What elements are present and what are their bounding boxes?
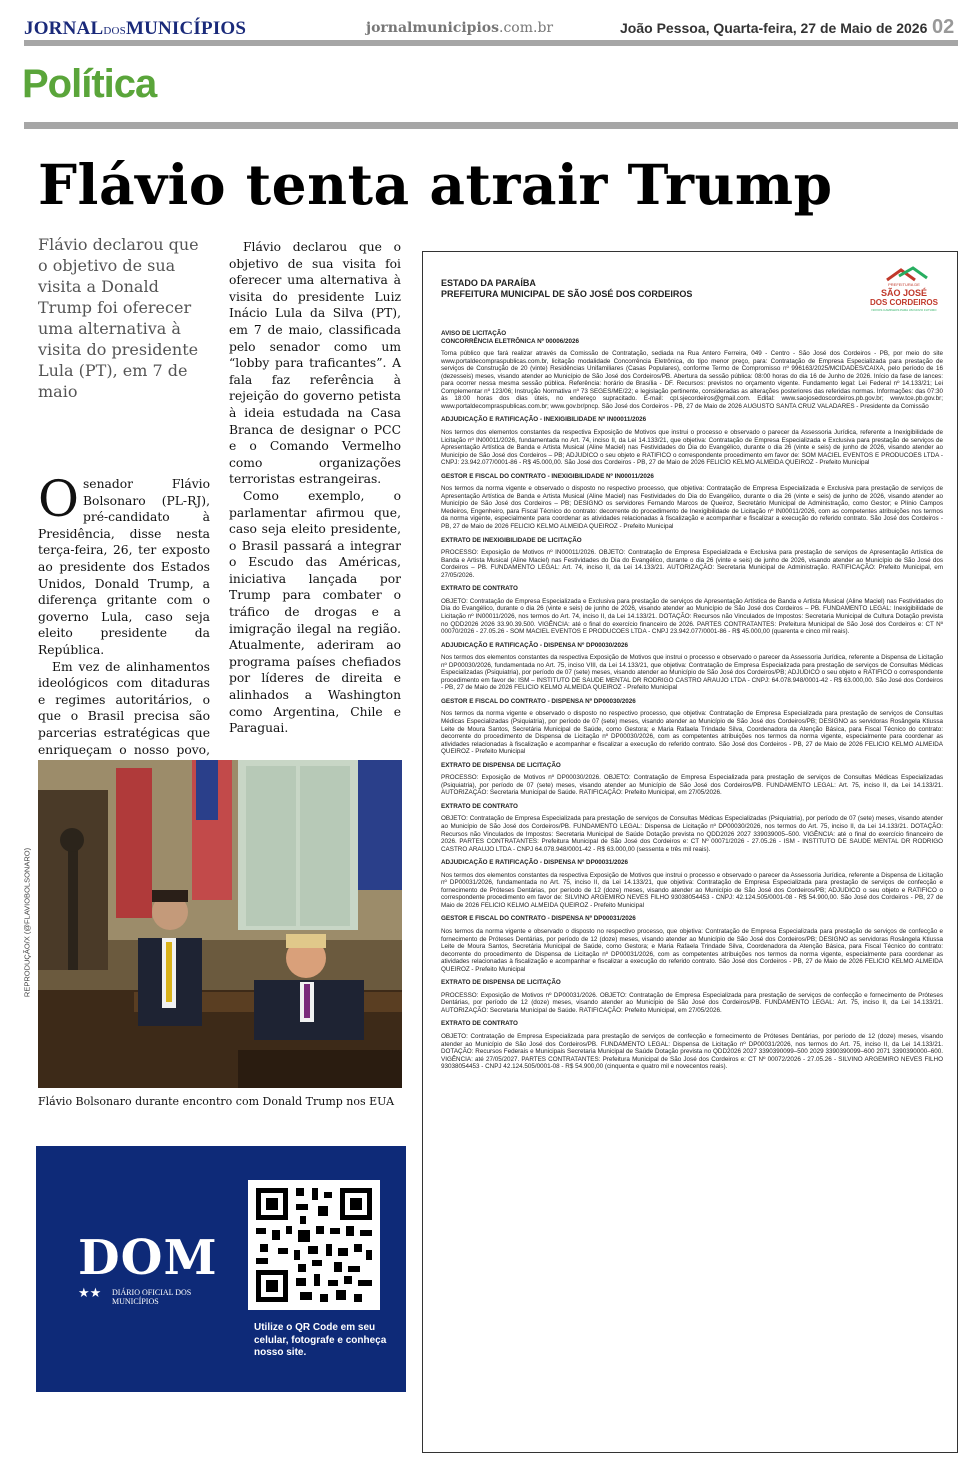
site-url: jornalmunicipios.com.br xyxy=(366,20,554,36)
notice-section-text: Nos termos da norma vigente e observado o disposto no respectivo processo, que objetiva: Contratação de Empresa Especializada para prestação de serviços de confecção e fornecimento de Próteses Dentárias, por período de 12 (doze) meses, visando atender ao Município de São José dos Cordeiros/PB; DESIGNO as servidoras Rosângela Ktiussa Leite de Moura Santos, Secretária Municipal de Saúde, como Gestora; e Maria Rafaela Trindade Silva, Coordenadora da Atenção Básica, para Fiscal Técnico do contrato: decorrente do procedimento de Dispensa de Licitação nº DP00031/2026, com as competentes atribuições nos termos da norma vigente, especialmente para coordenar as atividades relacionadas à fiscalização e acompanhar e fiscalizar a execução do referido contrato. São José dos Cordeiros - PB, 27 de Maio de 2026 FELICIO KELMO ALMEIDA QUEIROZ - Prefeito Municipal xyxy=(441,928,943,973)
notice-section-title: GESTOR E FISCAL DO CONTRATO - DISPENSA Nº DP00031/2026 xyxy=(441,915,636,923)
qr-instructions: Utilize o QR Code em seu celular, fotografe e conheça nosso site. xyxy=(254,1322,387,1358)
notice-section-title: ADJUDICAÇÃO E RATIFICAÇÃO - DISPENSA Nº DP00030/2026 xyxy=(441,641,629,649)
dom-subtitle: DIÁRIO OFICIAL DOS MUNICÍPIOS xyxy=(112,1288,192,1306)
legal-notice-box xyxy=(422,251,958,1453)
article-photo xyxy=(38,760,402,1088)
notice-section-text: Nos termos dos elementos constantes da respectiva Exposição de Motivos que instrui o processo e observado o parecer da Assessoria Jurídica, referente a Inexigibilidade de Licitação nº IN00011/2026, fundamentada no Art. 74, inciso II, da Lei 14.133/21, que objetiva: Contratação de Empresa Especializada e Exclusiva para prestação de serviços de Apresentação Artística de Banda e Artista Musical (Aline Maciel) nas Festividades do Dia do Evangélico, durante o dia 26 (vinte e seis) de junho de 2026, visando atender ao Município de São José dos Cordeiros – PB; ADJUDICO o seu objeto e RATIFICO o correspondente procedimento em favor de: SOM MACIEL EVENTOS E PRODUCOES LTDA - CNPJ: 23.942.077/0001-86 - R$ 45.000,00. São José dos Cordeiros - PB, 27 de Maio de 2026 FELICIO KELMO ALMEIDA QUEIROZ - Prefeito Municipal xyxy=(441,429,943,467)
municipality-logo xyxy=(869,266,939,318)
notice-section-title: GESTOR E FISCAL DO CONTRATO - DISPENSA Nº DP00030/2026 xyxy=(441,697,636,705)
photo-caption: Flávio Bolsonaro durante encontro com Donald Trump nos EUA xyxy=(38,1095,395,1108)
notice-section-title: AVISO DE LICITAÇÃO xyxy=(441,330,507,337)
notice-section-text: Nos termos dos elementos constantes da respectiva Exposição de Motivos que instrui o processo e observado o parecer da Assessoria Jurídica, referente a Dispensa de Licitação nº DP00030/2026, fundamentada no Art. 75, inciso VIII, da Lei 14.133/21, que objetiva: Contratação de Empresa Especializada para prestação de serviços de Consultas Médicas Especializadas (Psiquiatria), por período de 07 (sete) meses, visando atender ao Município de São José dos Cordeiros/PB; ADJUDICO o seu objeto e RATIFICO o correspondente procedimento em favor de: ISM – INSTITUTO DE SAUDE MENTAL DR RODRIGO CASTRO ARAUJO LTDA - CNPJ: 64.078.948/0001-42 - R$ 63.000,00. São José dos Cordeiros - PB, 27 de Maio de 2026 FELICIO KELMO ALMEIDA QUEIROZ - Prefeito Municipal xyxy=(441,654,943,692)
section-rule xyxy=(24,122,958,129)
dateline: João Pessoa, Quarta-feira, 27 de Maio de 2026 xyxy=(620,20,928,36)
masthead: JORNALDOSMUNICÍPIOS xyxy=(24,18,247,39)
notice-section-title: EXTRATO DE CONTRATO xyxy=(441,1020,518,1028)
headline: Flávio tenta atrair Trump xyxy=(38,152,833,217)
paragraph-4: Como exemplo, o parlamentar afirmou que, caso seja eleito presidente, o Brasil passará a integrar o Escudo das Américas, iniciativa lançada por Trump para combater o tráfico de drogas e a imigração ilegal na região. Atualmente, aderiram ao programa países chefiados por líderes de direita e alinhados a Washington como Argentina, Chile e Paraguai. xyxy=(229,488,401,736)
notice-header: ESTADO DA PARAÍBA PREFEITURA MUNICIPAL DE SÃO JOSÉ DOS CORDEIROS xyxy=(441,278,693,299)
notice-section-text: PROCESSO: Exposição de Motivos nº DP00031/2026. OBJETO: Contratação de Empresa Especializada para prestação de serviços de confecção e fornecimento de Próteses Dentárias, por período de 12 (doze) meses, visando atender ao Município de São José dos Cordeiros/PB. FUNDAMENTO LEGAL: Art. 75, inciso II, da Lei 14.133/21. AUTORIZAÇÃO: Secretaria Municipal de Saúde. RATIFICAÇÃO: Prefeito Municipal, em 27/05/2026. xyxy=(441,991,943,1014)
notice-section-title: EXTRATO DE CONTRATO xyxy=(441,585,518,593)
notice-section-text: OBJETO: Contratação de Empresa Especializada para prestação de serviços de Consultas Médicas Especializadas (Psiquiatria), por período de 07 (sete) meses, visando atender ao Município de São José dos Cordeiros/PB. FUNDAMENTO LEGAL: Dispensa de Licitação nº DP00030/2026, nos termos do Art. 75, inciso II, da Lei 14.133/21. DOTAÇÃO: Recursos não Vinculados de Impostos: Secretaria Municipal de Saúde Dotação prevista no QDD2026 2027 339039005–500. VIGÊNCIA: até o final do exercício financeiro de 2026. PARTES CONTRATANTES: Prefeitura Municipal de São José dos Cordeiros e: CT Nº 00071/2026 - 27.05.26 - ISM - INSTITUTO DE SAUDE MENTAL DR RODRIGO CASTRO ARAUJO LTDA - CNPJ 64.078.948/0001-42 - R$ 63.000,00 (sessenta e três mil reais). xyxy=(441,815,943,853)
dom-logo: DOM xyxy=(78,1230,218,1286)
lede: Flávio declarou que o objetivo de sua visita a Donald Trump foi oferecer uma alternativa à visita do presidente Lula (PT), em 7 de maio xyxy=(38,235,199,401)
qr-code-icon[interactable] xyxy=(248,1180,380,1310)
notice-section-title: EXTRATO DE INEXIGIBILIDADE DE LICITAÇÃO xyxy=(441,536,582,544)
notice-body xyxy=(441,330,943,1077)
star-icon: ★★ xyxy=(78,1286,102,1301)
notice-section-text: PROCESSO: Exposição de Motivos nº IN00011/2026. OBJETO: Contratação de Empresa Especializada e Exclusiva para prestação de serviços de Apresentação Artística de Banda e Artista Musical (Aline Maciel) nas Festividades do Dia do Evangélico, durante o dia 26 (vinte e seis) de junho de 2026, visando atender ao Município de São José dos Cordeiros – PB. FUNDAMENTO LEGAL: Art. 74, inciso II, da Lei 14.133/21. AUTORIZAÇÃO: Secretaria Municipal de Administração. RATIFICAÇÃO: Prefeito Municipal, em 27/05/2026. xyxy=(441,549,943,579)
article-column-1 xyxy=(38,470,210,809)
notice-section-title: GESTOR E FISCAL DO CONTRATO - INEXIGIBILIDADE Nº IN00011/2026 xyxy=(441,472,654,480)
notice-section-title: ADJUDICAÇÃO E RATIFICAÇÃO - DISPENSA Nº DP00031/2026 xyxy=(441,859,629,867)
notice-section-text: OBJETO: Contratação de Empresa Especializada para prestação de serviços de confecção e fornecimento de Próteses Dentárias, por período de 12 (doze) meses, visando atender ao Município de São José dos Cordeiros/PB. FUNDAMENTO LEGAL: Dispensa de Licitação nº DP00031/2026, nos termos do Art. 75, inciso II, da Lei 14.133/21. DOTAÇÃO: Recursos Federais e Municipais Secretaria Municipal de Saúde Dotação prevista no QDD2026 2027 3390390099–500 2029 3390390099–600 2071 3390390000–600. VIGÊNCIA: até 27/05/2027. PARTES CONTRATANTES: Prefeitura Municipal de São José dos Cordeiros e: CT Nº 00072/2026 - 27.05.26 - SILVINO ARGEMIRO NEVES FILHO 93038054453 - CNPJ 42.124.505/0001-08 - R$ 54.900,00 (cinquenta e quatro mil e novecentos reais). xyxy=(441,1033,943,1071)
paragraph-3: Flávio declarou que o objetivo de sua visita foi oferecer uma alternativa à visita do presidente Luiz Inácio Lula da Silva (PT), em 7 de maio, classificada pelo senador como um “lobby para traficantes”. A fala faz referência à rejeição do governo petista à ideia estudada na Casa Branca de designar o PCC e o Comando Vermelho como organizações terroristas estrangeiras. xyxy=(229,240,401,487)
svg-text:PREFEITURA DE: PREFEITURA DE xyxy=(888,282,920,287)
article-column-2 xyxy=(229,239,401,737)
notice-section-title: EXTRATO DE DISPENSA DE LICITAÇÃO xyxy=(441,979,561,987)
notice-section-text: PROCESSO: Exposição de Motivos nº DP00030/2026. OBJETO: Contratação de Empresa Especializada para prestação de serviços de Consultas Médicas Especializadas (Psiquiatria), por período de 07 (sete) meses, visando atender ao Município de São José dos Cordeiros/PB. FUNDAMENTO LEGAL: Art. 75, inciso II, da Lei 14.133/21. AUTORIZAÇÃO: Secretaria Municipal de Saúde. RATIFICAÇÃO: Prefeito Municipal, em 27/05/2026. xyxy=(441,774,943,797)
notice-section-text: Torna público que fará realizar através da Comissão de Contratação, sediada na Rua Antero Ferreira, 049 - Centro - São José dos Cordeiros - PB, por meio do site www.portaldecompraspublicas.com.br, licitação modalidade Concorrência Eletrônica, do tipo menor preço, para: Contratação de Empresa Especializada para prestação de serviços de Construção de 20 (vinte) Residências Unifamiliares (Casas Populares), conforme Termo de Compromisso nº 996163/2025/MCIDADES/CAIXA, pelo período de 16 (dezesseis) meses, visando atender ao Município de São José dos Cordeiros/PB. Abertura da sessão pública: 08:00 horas do dia 16 de Junho de 2026. Início da fase de lances: para ocorrer nessa mesma sessão pública. Referência: horário de Brasília - DF. Recursos: previstos no orçamento vigente. Fundamento legal: Lei Federal nº 14.133/21; Lei Complementar nº 123/06; Instrução Normativa nº 73 SEGES/ME/22; e legislação pertinente, consideradas as alterações posteriores das referidas normas. Informações: das 07:30 às 18:00 horas dos dias úteis, no endereço supracitado. E-mail: cpl.sjecordeiros@gmail.com. Edital: www.saojosedoscordeiros.pb.gov.br; www.tce.pb.gov.br; www.portaldecompraspublicas.com.br; www.gov.br/pncp. São José dos Cordeiros - PB, 27 de Maio de 2026 AUGUSTO SANTA CRUZ VALADARES - Presidente da Comissão xyxy=(441,350,943,410)
notice-section-title: ADJUDICAÇÃO E RATIFICAÇÃO - INEXIGIBILIDADE Nº IN00011/2026 xyxy=(441,416,647,424)
notice-section-title: EXTRATO DE DISPENSA DE LICITAÇÃO xyxy=(441,761,561,769)
notice-section-title: EXTRATO DE CONTRATO xyxy=(441,802,518,810)
page-number: 02 xyxy=(932,16,955,38)
paragraph-2: Em vez de alinhamentos ideológicos com ditaduras e regimes autoritários, o que o Brasil precisa são parcerias estratégicas que enriqueçam o nosso povo, xyxy=(38,659,210,757)
dom-advertisement[interactable] xyxy=(36,1146,406,1392)
notice-section-text: Nos termos da norma vigente e observado o disposto no respectivo processo, que objetiva: Contratação de Empresa Especializada e Exclusiva para prestação de serviços de Apresentação Artística de Banda e Artista Musical (Aline Maciel) nas Festividades do Dia do Evangélico, durante o dia 26 (vinte e seis) de junho de 2026, visando atender ao Município de São José dos Cordeiros – PB; DESIGNO os servidores Fernando Marcos de Queiroz, Secretário Municipal de Administração, como Gestor; e Plínio Campos Medeiros, Engenheiro, para Fiscal Técnico do contrato: decorrente do procedimento de Inexigibilidade de Licitação nº IN00011/2026, com as competentes atribuições nos termos da norma vigente, especialmente para coordenar as atividades relacionadas à fiscalização e acompanhar e fiscalizar a execução do referido contrato. São José dos Cordeiros - PB, 27 de Maio de 2026 FELICIO KELMO ALMEIDA QUEIROZ - Prefeito Municipal xyxy=(441,485,943,531)
roof-icon xyxy=(869,266,939,318)
notice-section-text: Nos termos da norma vigente e observado o disposto no respectivo processo, que objetiva: Contratação de Empresa Especializada para prestação de serviços de Consultas Médicas Especializadas (Psiquiatria), por período de 07 (sete) meses, visando atender ao Município de São José dos Cordeiros/PB; DESIGNO as servidoras Rosângela Ktiussa Leite de Moura Santos, Secretária Municipal de Saúde, como Gestora; e Maria Rafaela Trindade Silva, Coordenadora da Atenção Básica, para Fiscal Técnico do contrato: decorrente do procedimento de Dispensa de Licitação nº DP00030/2026, com as competentes atribuições nos termos da norma vigente, especialmente para coordenar as atividades relacionadas à fiscalização e acompanhar e fiscalizar a execução do referido contrato. São José dos Cordeiros - PB, 27 de Maio de 2026 FELICIO KELMO ALMEIDA QUEIROZ - Prefeito Municipal xyxy=(441,710,943,756)
paragraph-1: Osenador Flávio Bolsonaro (PL-RJ), pré-candidato à Presidência, disse nesta terça-feira, 26, ter exposto ao presidente dos Estados Unidos, Donald Trump, a diferença gritante com o governo Lula, caso seja eleito presidente da República. xyxy=(38,470,210,657)
svg-text:NOVOS CAMINHOS PARA UM NOVO FU: NOVOS CAMINHOS PARA UM NOVO FUTURO xyxy=(871,308,937,312)
section-title: Política xyxy=(22,62,157,106)
photo-illustration xyxy=(38,760,402,1088)
photo-credit: REPRODUÇÃO/X (@FLAVIOBOLSONARO) xyxy=(22,847,32,998)
notice-section-text: Nos termos dos elementos constantes da respectiva Exposição de Motivos que instrui o processo e observado o parecer da Assessoria Jurídica, referente a Dispensa de Licitação nº DP00031/2026, fundamentada no Art. 75, inciso II, da Lei 14.133/21, que objetiva: Contratação de Empresa Especializada para prestação de serviços de confecção e fornecimento de Próteses Dentárias, por período de 12 (doze) meses, visando atender ao Município de São José dos Cordeiros/PB; ADJUDICO o seu objeto e RATIFICO o correspondente procedimento em favor de: SILVINO ARGEMIRO NEVES FILHO 93038054453 - CNPJ: 42.124.505/0001-08 - R$ 54.900,00. São José dos Cordeiros - PB, 27 de Maio de 2026 FELICIO KELMO ALMEIDA QUEIROZ - Prefeito Municipal xyxy=(441,871,943,909)
svg-text:SÃO JOSÉ: SÃO JOSÉ xyxy=(880,288,928,298)
notice-section-text: OBJETO: Contratação de Empresa Especializada e Exclusiva para prestação de serviços de Apresentação Artística de Banda e Artista Musical (Aline Maciel) nas Festividades do Dia do Evangélico, durante o dia 26 (vinte e seis) de junho de 2026, visando atender ao Município de São José dos Cordeiros – PB. FUNDAMENTO LEGAL: Inexigibilidade de Licitação nº IN00011/2026, nos termos do Art. 74, inciso II, da Lei 14.133/21. DOTAÇÃO: Recursos não Vinculados de Impostos: Secretaria Municipal de Cultura Dotação prevista no QDD2026 2026 33.90.39.500. VIGÊNCIA: até o final do exercício financeiro de 2026. PARTES CONTRATANTES: Prefeitura Municipal de São José dos Cordeiros e: CT Nº 00070/2026 - 27.05.26 - SOM MACIEL EVENTOS E PRODUCOES LTDA - CNPJ 23.942.077/0001-86 - R$ 45.000,00 (quarenta e cinco mil reais). xyxy=(441,597,943,636)
notice-section-subtitle: CONCORRÊNCIA ELETRÔNICA Nº 00006/2026 xyxy=(441,337,579,345)
drop-cap: O xyxy=(38,470,79,528)
header-rule xyxy=(24,40,958,46)
svg-text:DOS CORDEIROS: DOS CORDEIROS xyxy=(869,298,939,307)
